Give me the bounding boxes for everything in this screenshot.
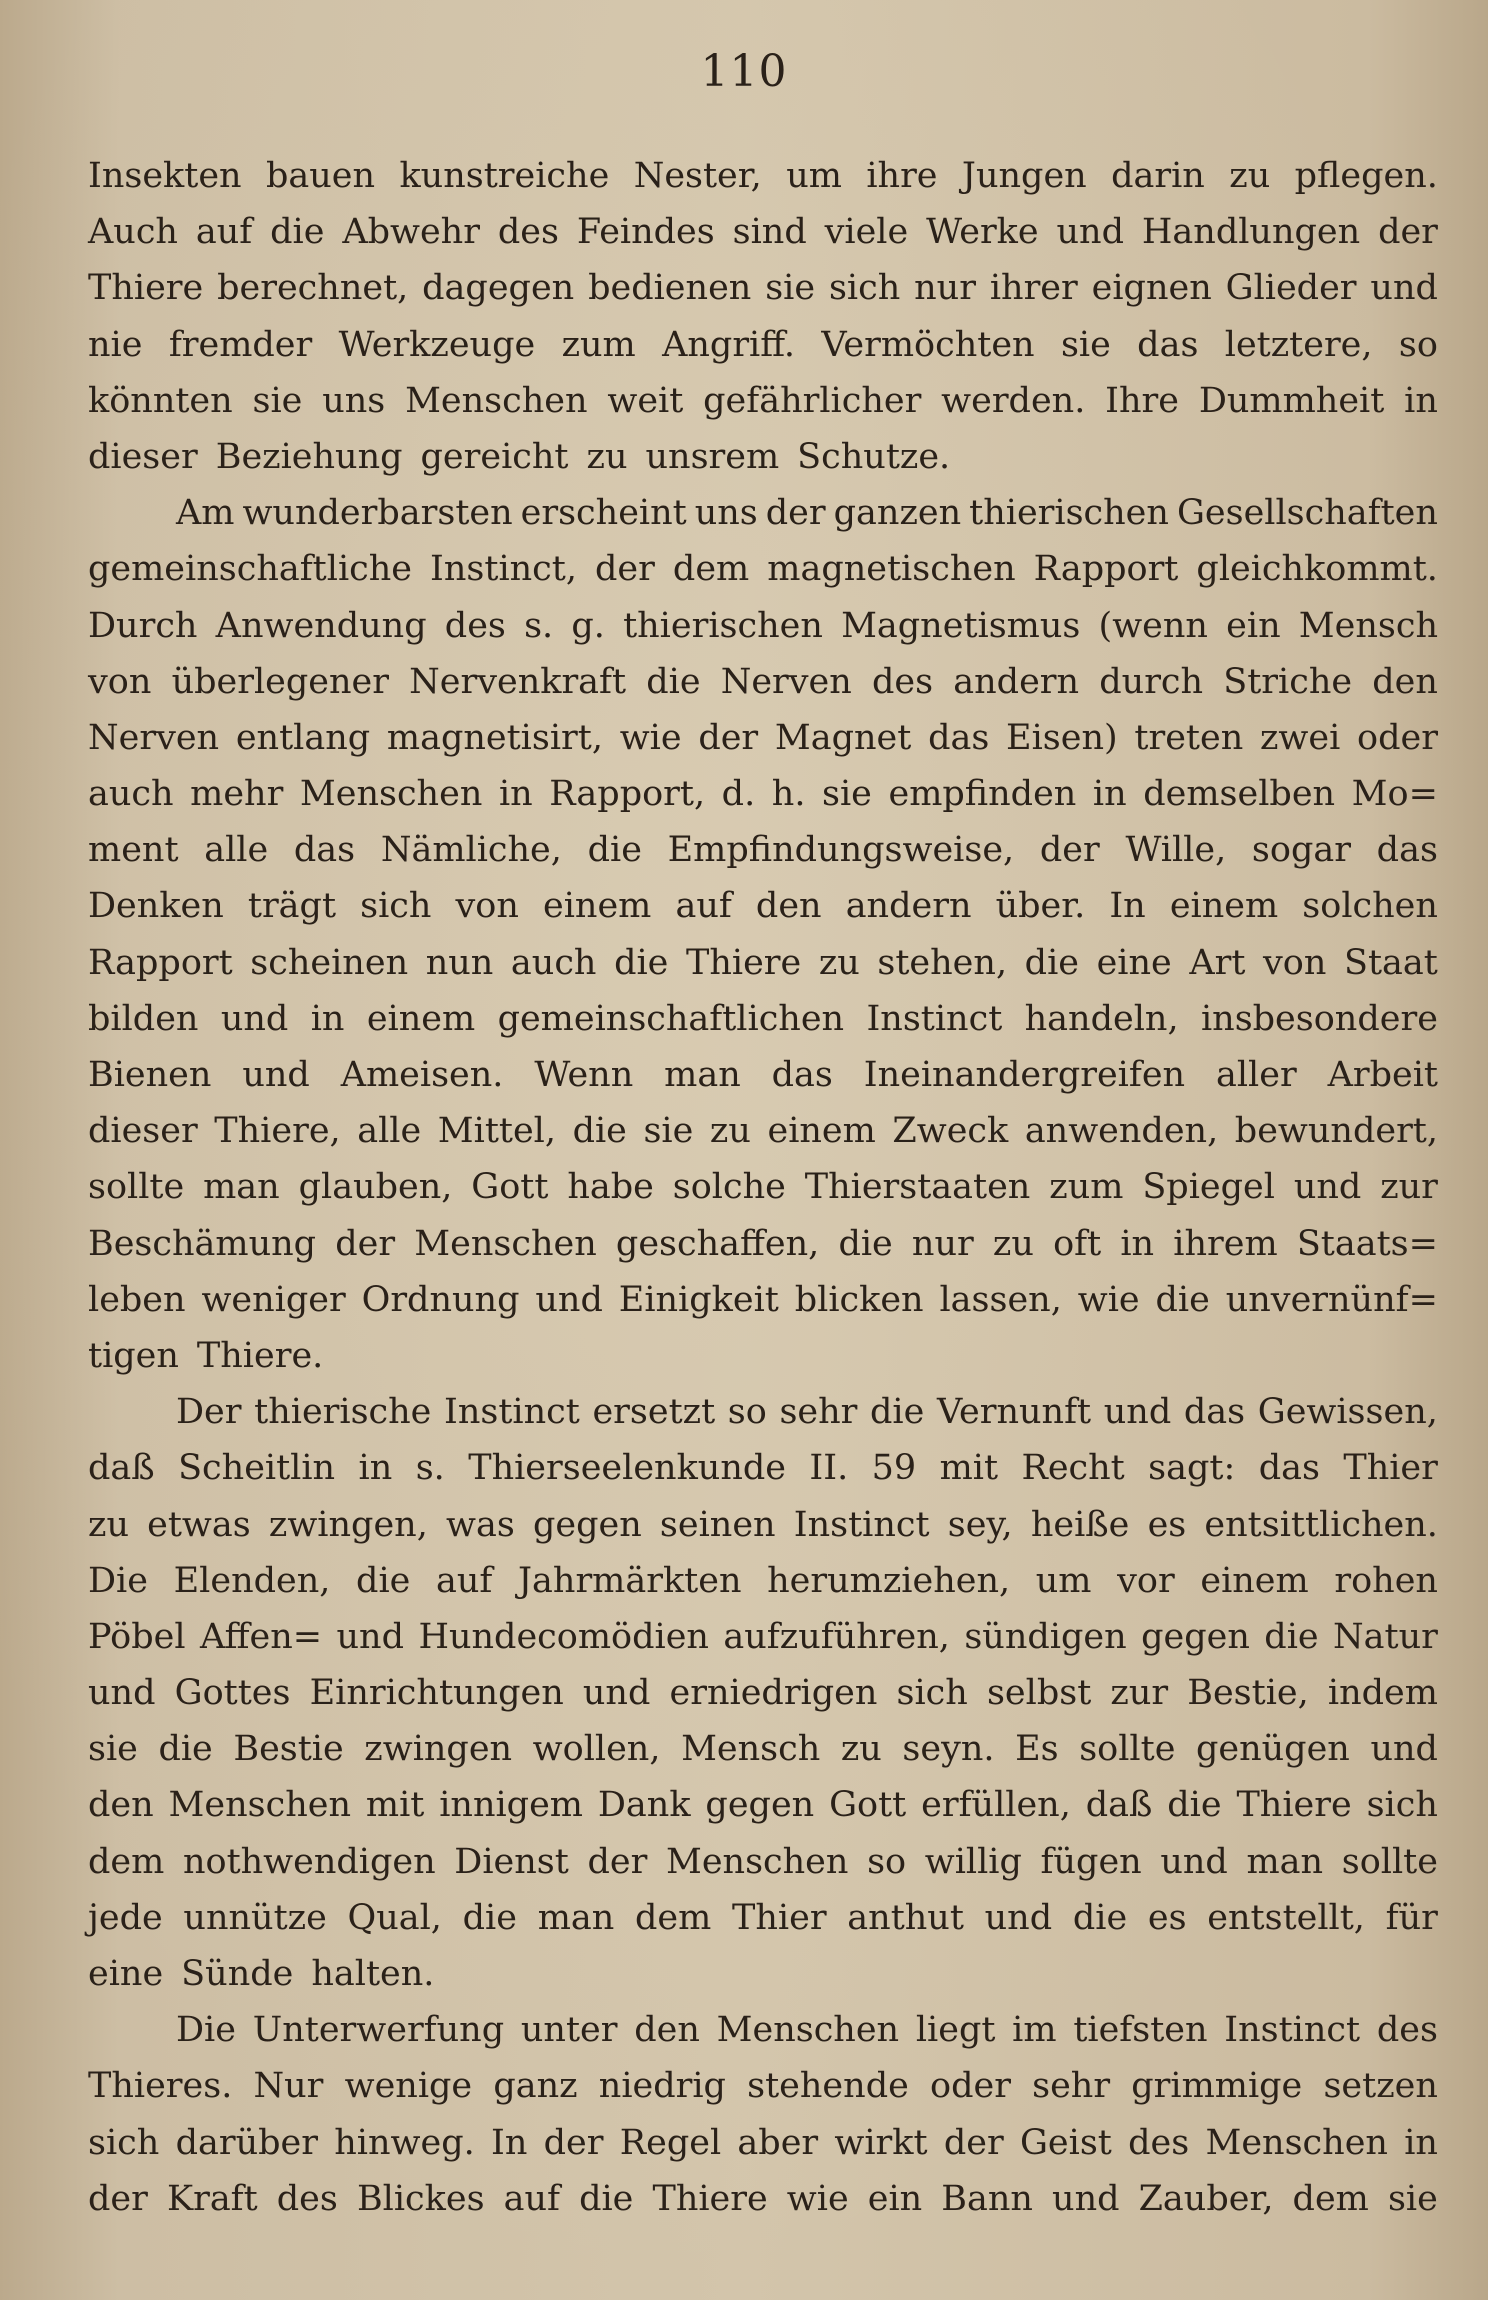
text-line: Thieres. Nur wenige ganz niedrig stehende oder sehr grimmige setzen — [88, 2066, 1438, 2107]
text-line: dieser Thiere, alle Mittel, die sie zu einem Zweck anwenden, bewundert, — [88, 1111, 1438, 1152]
text-line: könnten sie uns Menschen weit gefährlicher werden. Ihre Dummheit in — [88, 380, 1438, 421]
paragraph — [88, 148, 1438, 485]
text-line: Am wunderbarsten erscheint uns der ganzen thierischen Gesellschaften — [176, 493, 1438, 534]
text-line: Thiere berechnet, dagegen bedienen sie sich nur ihrer eignen Glieder und — [88, 268, 1438, 309]
text-line: Der thierische Instinct ersetzt so sehr die Vernunft und das Gewissen, — [176, 1392, 1438, 1433]
text-line: auch mehr Menschen in Rapport, d. h. sie empfinden in demselben Mo= — [88, 774, 1438, 815]
text-line: dem nothwendigen Dienst der Menschen so willig fügen und man sollte — [88, 1841, 1438, 1882]
text-line: von überlegener Nervenkraft die Nerven des andern durch Striche den — [88, 661, 1438, 702]
text-line: Rapport scheinen nun auch die Thiere zu stehen, die eine Art von Staat — [88, 942, 1438, 983]
text-line: sollte man glauben, Gott habe solche Thierstaaten zum Spiegel und zur — [88, 1167, 1438, 1208]
body-text — [88, 148, 1438, 2227]
text-line: tigen Thiere. — [88, 1335, 324, 1376]
text-line: bilden und in einem gemeinschaftlichen Instinct handeln, insbesondere — [88, 998, 1438, 1039]
text-line: Insekten bauen kunstreiche Nester, um ihre Jungen darin zu pflegen. — [88, 156, 1438, 196]
text-line: Bienen und Ameisen. Wenn man das Ineinandergreifen aller Arbeit — [88, 1055, 1438, 1095]
text-line: leben weniger Ordnung und Einigkeit blicken lassen, wie die unvernünf= — [88, 1279, 1438, 1320]
text-line: sich darüber hinweg. In der Regel aber wirkt der Geist des Menschen in — [88, 2122, 1438, 2163]
text-line: Die Unterwerfung unter den Menschen liegt im tiefsten Instinct des — [176, 2010, 1438, 2051]
text-line: Auch auf die Abwehr des Feindes sind viele Werke und Handlungen der — [88, 212, 1438, 253]
text-line: Denken trägt sich von einem auf den andern über. In einem solchen — [88, 886, 1438, 927]
paragraph — [88, 485, 1438, 1384]
text-line: der Kraft des Blickes auf die Thiere wie ein Bann und Zauber, dem sie — [88, 2178, 1438, 2219]
text-line: den Menschen mit innigem Dank gegen Gott erfüllen, daß die Thiere sich — [88, 1785, 1438, 1826]
text-line: dieser Beziehung gereicht zu unsrem Schutze. — [88, 436, 951, 477]
text-line: nie fremder Werkzeuge zum Angriff. Vermöchten sie das letztere, so — [88, 324, 1438, 365]
text-line: ment alle das Nämliche, die Empfindungsweise, der Wille, sogar das — [88, 830, 1438, 871]
paragraph — [88, 1384, 1438, 2002]
text-line: Durch Anwendung des s. g. thierischen Magnetismus (wenn ein Mensch — [88, 605, 1438, 646]
text-line: Beschämung der Menschen geschaffen, die nur zu oft in ihrem Staats= — [88, 1223, 1438, 1264]
text-line: Die Elenden, die auf Jahrmärkten herumziehen, um vor einem rohen — [88, 1560, 1438, 1601]
text-line: und Gottes Einrichtungen und erniedrigen sich selbst zur Bestie, indem — [88, 1673, 1438, 1714]
text-line: Pöbel Affen= und Hundecomödien aufzuführen, sündigen gegen die Natur — [88, 1616, 1438, 1657]
paragraph — [88, 2002, 1438, 2227]
text-line: zu etwas zwingen, was gegen seinen Instinct sey, heiße es entsittlichen. — [88, 1504, 1438, 1545]
page-number: 110 — [700, 46, 788, 97]
text-line: jede unnütze Qual, die man dem Thier anthut und die es entstellt, für — [88, 1897, 1438, 1938]
text-line: daß Scheitlin in s. Thierseelenkunde II. 59 mit Recht sagt: das Thier — [88, 1448, 1438, 1489]
text-line: eine Sünde halten. — [88, 1954, 435, 1994]
text-line: sie die Bestie zwingen wollen, Mensch zu seyn. Es sollte genügen und — [88, 1729, 1438, 1770]
text-line: gemeinschaftliche Instinct, der dem magnetischen Rapport gleichkommt. — [88, 549, 1438, 590]
text-line: Nerven entlang magnetisirt, wie der Magnet das Eisen) treten zwei oder — [88, 717, 1438, 758]
